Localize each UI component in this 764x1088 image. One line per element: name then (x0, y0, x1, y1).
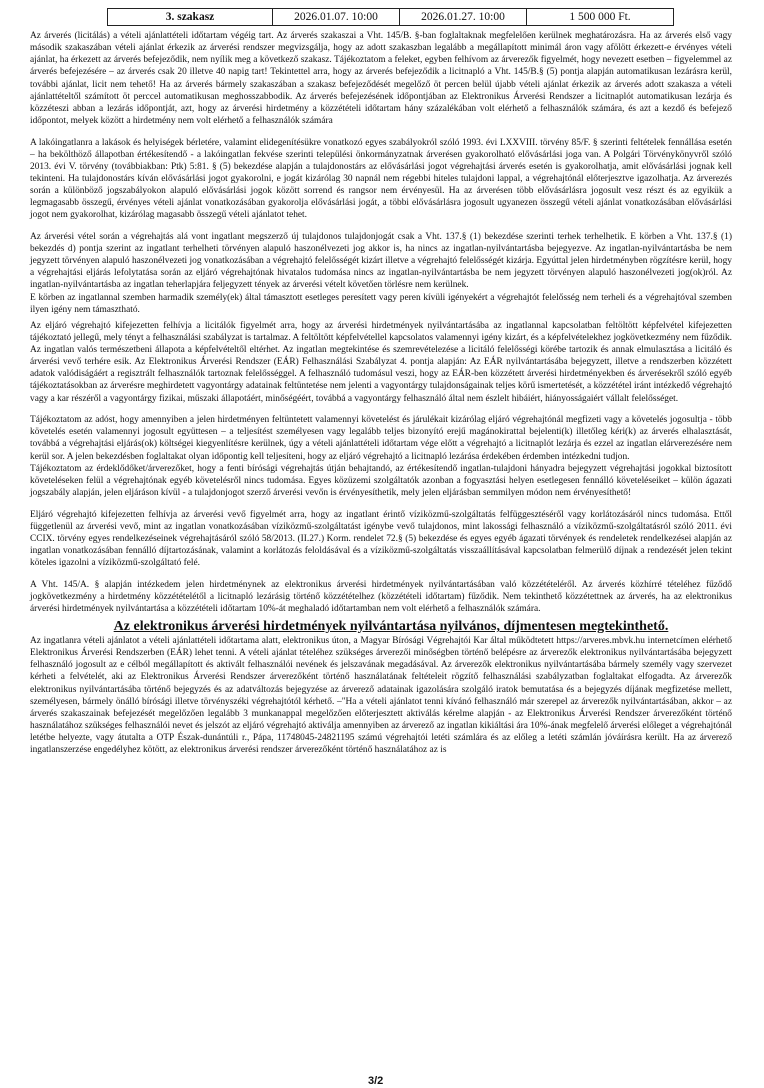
paragraph-debtor-notice: Tájékoztatom az adóst, hogy amennyiben a jelen hirdetményen feltüntetett valamennyi követelést és járulékait kizárólag eljáró végrehajtónál megfizeti vagy a követelés jogosultja - több követelés esetén valamennyi jogosult együttesen – a teljesítést személyesen vagy legalább teljes bizonyító erejű magánokirattal bejelenti(k) illetőleg kéri(k) az árverés elhalasztását, továbbá a végrehajtási eljárás(ok) költségei kiegyenlítésre kerülnek, úgy a vételi ajánlattételi időtartam vége előtt a végrehajtó a licitnaplót lezárja és ezzel az ingatlan elárverezésére nem kerül sor. A jelen bekezdésben foglaltakat olyan időpontig kell teljesíteni, hogy az eljáró végrehajtó a licitnapló lezárása érdekében érdemben intézkedni tudjon. Tájékoztatom az érdeklődőket/árverezőket, hogy a fenti bírósági végrehajtás útján behajtandó, az értékesítendő ingatlan-tulajdoni hányadra bejegyzett végrehajtási jogokkal biztosított követeléseken felül a végrehajtónak egyéb követelésről nincs tudomása. Egyes közüzemi szolgáltatók azonban a fogyasztási helyen esetlegesen fennálló követeléseiket – külön ágazati jogszabály alapján, jelen eljáráson kívül - a tulajdonjogot szerző árverési vevőn is érvényesíthetik, mely jelen eljárásban semmilyen módon nem érvényesíthető! (30, 415, 732, 498)
registry-heading: Az elektronikus árverési hirdetmények nyilvántartása nyilvános, díjmentesen megtekinthető. (113, 619, 669, 634)
stage-end-cell: 2026.01.27. 10:00 (400, 9, 527, 26)
paragraph-bidding-instructions: Az ingatlanra vételi ajánlatot a vételi ajánlattételi időtartama alatt, elektronikus úton, a Magyar Bírósági Végrehajtói Kar által működtetett https://arveres.mbvk.hu internetcímen elérhető Elektronikus Árverési Rendszerben (EÁR) lehet tenni. A vételi ajánlat tételéhez szükséges árverezői minőségben történő belépésre az árverezők elektronikus nyilvántartásába bejegyzett felhasználó jogosult az e célból megállapított és aktivált felhasználói nevének és jelszavának megadásával. Az árverezők elektronikus nyilvántartásába bármely személy vagy szervezet kérheti a felvételét, aki az Elektronikus Árverési Rendszer árverezőként történő használatának feltételeit rögzítő felhasználási szabályzatban foglaltakat elfogadta. Az árverezők elektronikus nyilvántartásába történő bejegyzés és az adatváltozás bejegyzése az árverező adatainak igazolására szolgáló iratok bemutatása és a bejegyzés díjának megfizetése mellett, személyesen, bármely önálló bírósági illetve törvényszéki végrehajtótól kérhető. –"Ha a vételi ajánlatot tenni kívánó felhasználó már szerepel az árverezők nyilvántartásában, akkor – az árverés szakaszainak befejezését megelőzően legalább 3 munkanappal megelőzően előterjesztett aktiválás kérelme alapján - az Elektronikus Árverési Rendszer árverezőként történő használatához szükséges felhasználói nevet és jelszót az eljáró végrehajtó aktiválja amennyiben az árverező az ingatlan kikiáltási ára 10%-ának megfelelő árverési előleget a végrehajtónál letétbe helyezte, vagy átutalta a OTP Észak-dunántúli r., Pápa, 11748045-24821195 számú végrehajtói letéti számlára és az előleg a letéti számlán jóváírásra került. Ha az árverező ingatlanszerzése engedélyhez kötött, az elektronikus árverési rendszer árverezőként történő használatához az is (30, 636, 732, 756)
page-number: 3/2 (368, 1075, 384, 1087)
paragraph-photo-disclaimer: Az eljáró végrehajtó kifejezetten felhívja a licitálók figyelmét arra, hogy az árverési hirdetmények nyilvántartásába az ingatlannal kapcsolatban feltöltött képfelvétel kifejezetten tájékoztató jellegű, mely tényt a felhasználási szabályzat is tartalmaz. A feltöltött képfelvétellel kapcsolatos valamennyi igény kizárt, és a képfelvételekhez jogkövetkezmény nem fűződik. Az ingatlan valós természetbeni állapota a képfelvételtől eltérhet. Az ingatlan megtekintése és szemrevételezése a licitáló felelősségi körébe tartozik és annak elmulasztása a licitáló és árverési vevő terhére esik. Az Elektronikus Árverési Rendszer (EÁR) Felhasználási Szabályzat 4. pontja alapján: Az EÁR nyilvántartásába bejegyzett, illetve a rendszerben közzétett adatok valódiságáért a regisztrált felhasználók tartoznak felelősséggel. A felhasználó tudomásul veszi, hogy az EÁR-ben közzétett árverési hirdetményekben és árverésekről szóló egyéb tájékoztatásokban az árverésre meghirdetett vagyontárgy adatainak feltüntetése nem jelenti a vagyontárgy tulajdonságainak teljes körű ismertetését, a közzététel iránt intézkedő végrehajtó vagy a kar részéről a vagyontárgy fizikai, műszaki állapotáért, minőségéért, továbbá a vagyontárgy felhasználó által nem észlelt hibáiért, hiányosságaiért vállalt felelősséget. (30, 320, 732, 404)
stage-start-cell: 2026.01.07. 10:00 (273, 9, 400, 26)
auction-stage-table (107, 8, 674, 26)
stage-minimum-price-cell: 1 500 000 Ft. (527, 9, 674, 26)
auction-stage-row (108, 9, 674, 26)
paragraph-publication: A Vht. 145/A. § alapján intézkedem jelen hirdetménynek az elektronikus árverési hirdetmények nyilvántartásában való közzétételéről. Az árverés közhírré tételéhez fűződő jogkövetkezmény a hirdetmény közzétételétől a licitnapló lezárásig történő közzétételhez (közzétételi időtartam) fűződik. Nem tekinthető közzétettnek az árverés, ha az elektronikus árverési hirdetmények nyilvántartása a közzétételi időtartam 10%-át meghaladó időtartamban nem volt elérhető a felhasználók számára. (30, 579, 732, 614)
paragraph-encumbrances: Az árverési vétel során a végrehajtás alá vont ingatlant megszerző új tulajdonos tulajdonjogát csak a Vht. 137.§ (1) bekezdése szerinti terhek terhelhetik. E körben a Vht. 137.§ (1) bekezdés d) pontja szerint az ingatlant terhelheti törvényen alapuló haszonélvezeti jog akkor is, ha nincs az ingatlan-nyilvántartásba bejegyezve. Az ingatlan-nyilvántartásba be nem jegyzett törvényen alapuló haszonélvezeti jog vonatkozásában a végrehajtó felelősségét kizárt illetve a végrehajtó felelősségét kizárja. Egyúttal jelen hirdetményben rögzítésre kerül, hogy a végrehajtási eljárás lefolytatása során az eljáró végrehajtónak hivatalos tudomása nincs az ingatlan-nyilvántartásba be nem jegyzett törvényen alapuló haszonélvezeti jog(ok)ról. Az ingatlan-nyilvántartásba az ingatlan teherlapjára feljegyzett tények az árverési vételt követően törlésre nem kerülnek. E körben az ingatlannal szemben harmadik személy(ek) által támasztott esetleges peresített vagy peren kívüli igényekért a végrehajtót felelősség nem terheli és a végrehajtóval szemben ilyen igény nem támasztható. (30, 231, 732, 315)
stage-name-cell: 3. szakasz (108, 9, 273, 26)
paragraph-pre-emption-rights: A lakóingatlanra a lakások és helyiségek bérletére, valamint elidegenítésükre vonatkozó egyes szabályokról szóló 1993. évi LXXVIII. törvény 85/F. § szerinti feltételek fennállása esetén – ha bekölthöző állapotban értékesítendő - a lakóingatlan fekvése szerinti települési önkormányzatnak árverésen gyakorolható elővásárlási joga van. A Polgári Törvénykönyvről szóló 2013. évi V. törvény (továbbiakban: Ptk) 5:81. § (5) bekezdése alapján a tulajdonostárs az elővásárlási jogot végrehajtási árverés esetén is gyakorolhatja, amit elővásárlási jognak kell tekinteni. Ha tulajdonostárs kíván elővásárlási jogot gyakorolni, e jogát kizárólag 30 napnál nem régebbi hiteles tulajdoni lappal, a végrehajtónál előterjesztve igazolhatja. Az árverezés során a különböző jogszabályokon alapuló elővásárlási jogok között sorrend és rangsor nem érvényesül. Ha az árverésen több elővásárlásra jogosult vesz részt és az egyikük a legmagasabb összegű, érvényes vételi ajánlat vonatkozásában gyakorolja elővásárlási jogát, a többi elővásárlásra jogosult ugyanezen összegű vételi ajánlat vonatkozásában elővásárlási jogot nem gyakorolhat, kizárólag magasabb összegű vételi ajánlatot tehet. (30, 137, 732, 221)
paragraph-water-utility: Eljáró végrehajtó kifejezetten felhívja az árverési vevő figyelmét arra, hogy az ingatlant érintő víziközmű-szolgáltatás felfüggesztéséről vagy korlátozásáról nincs tudomása. Ettől függetlenül az árverési vevő, mint az ingatlan vonatkozásában víziközmű-szolgáltatást igénybe vevő tulajdonos, mint lakossági felhasználó a víziközmű-szolgáltatásról szóló 2011. évi CCIX. törvény egyes rendelkezéseinek végrehajtásáról szóló 58/2013. (II.27.) Korm. rendelet 72.§ (5) bekezdése és egyes egyéb ágazati törvények és rendeletek rendelkezései alapján az ingatlan vonatkozásában fennálló díjtartozásának, valamint a korlátozás feloldásával és a víziközmű-szolgáltatás visszaállításával kapcsolatban felmerülő díjnak a rendezését jelen tekint köteles igazolni a víziközmű-szolgáltató felé. (30, 509, 732, 568)
paragraph-auction-stages: Az árverés (licitálás) a vételi ajánlattételi időtartam végéig tart. Az árverés szakaszai a Vht. 145/B. §-ban foglaltaknak megfelelően kerülnek meghatározásra. Ha az árverés első vagy második szakaszában vételi ajánlat érkezik az árverési rendszer megvizsgálja, hogy az adott szakaszban legalább a megállapított minimál áron vagy afölött érkezett-e érvényes vételi ajánlat, ha érkezett az árverés befejeződik, nem nyílik meg a következő szakasz. Tájékoztatom a feleket, egyben felhívom az árverezők figyelmét, hogy nevezett esetben – figyelemmel az árverés befejezésére – az árverés csak 20 illetve 40 napig tart! Tekintettel arra, hogy az árverés befejeződik a licitnapló a Vht. 145/B.§ (5) pontja alapján automatikusan lezárásra kerül, további ajánlat, licit nem tehető! Ha az árverés bármely szakaszában a szakasz befejeződését megelőző öt percen belül újabb vételi ajánlat érkezik az árverés adott szakasza a vételi ajánlattételtől számított öt perccel automatikusan meghosszabbodik. Az árverés befejezésének időpontjában az Elektronikus Árverési Rendszer a licitnaplót automatikusan lezárja és közzéteszi abban a lezárás időpontját, azt, hogy az árverési hirdetmény a közzétételi időtartam hány százalékában volt elérhető a felhasználók számára, és azt a kezdő és befejező időpontot, melyek között a hirdetmény nem volt elérhető a felhasználók számára (30, 31, 732, 126)
document-page (0, 8, 764, 1088)
